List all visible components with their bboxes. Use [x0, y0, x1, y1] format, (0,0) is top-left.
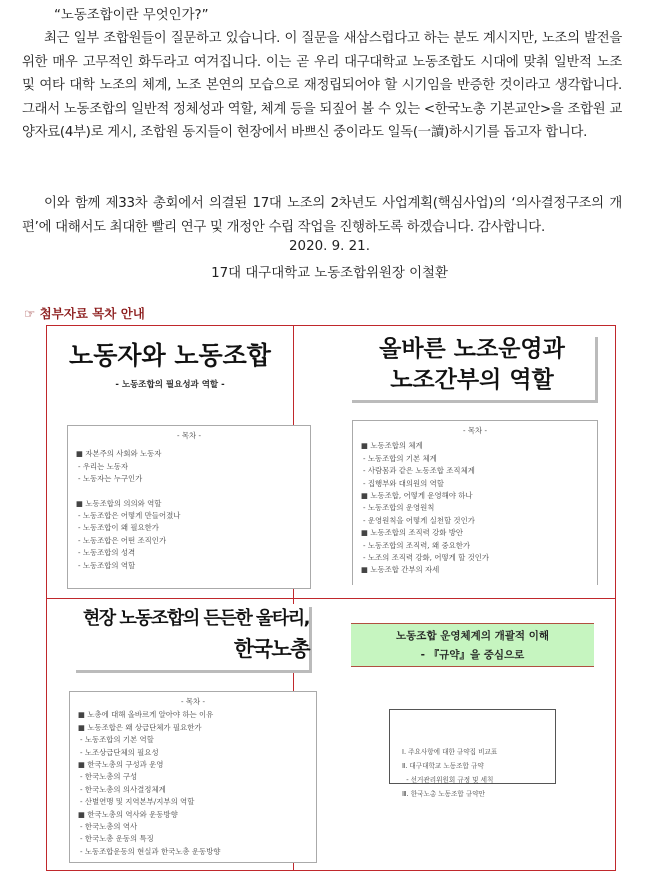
toc-item: Ⅰ. 주요사항에 대한 규약집 비교표: [402, 748, 498, 756]
panel-2-title-line2: 노조간부의 역할: [390, 367, 554, 393]
letter-date: 2020. 9. 21.: [289, 239, 370, 254]
toc-list: [76, 448, 302, 572]
toc-item: - 한국노총의 역사: [80, 822, 138, 832]
toc-item: ■ 노동조합 간부의 자세: [361, 565, 440, 575]
toc-list: [78, 709, 308, 858]
toc-item: - 한국노총의 의사결정체계: [80, 784, 166, 794]
letter-paragraph-2: 이와 함께 제33차 총회에서 의결된 17대 노조의 2차년도 사업계획(핵심사업)의 ‘의사결정구조의 개편’에 대해서도 최대한 빨리 연구 및 개정안 수립 작업을 진행하도록 하겠습니다. 감사합니다.: [22, 196, 622, 235]
toc-item: - 한국노총 운동의 특징: [80, 834, 154, 844]
toc-item: - 노동조합은 어떤 조직인가: [78, 535, 167, 545]
toc-item: - 산별연맹 및 지역본부/지부의 역할: [80, 797, 195, 807]
panel-4-title-line1: 노동조합 운영체계의 개괄적 이해: [396, 630, 549, 642]
panel-2-toc: [352, 420, 598, 585]
toc-item: Ⅲ. 한국노총 노동조합 규약안: [402, 790, 485, 798]
divider: [47, 598, 615, 599]
toc-item: ■ 한국노총의 역사와 운동방향: [78, 809, 178, 819]
panel-2-title-line1: 올바른 노조운영과: [379, 336, 565, 362]
toc-item: - 노동조합의 기본 역할: [80, 735, 154, 745]
panel-1-subtitle: - 노동조합의 필요성과 역할 -: [115, 380, 225, 390]
toc-item: ■ 한국노총의 구성과 운영: [78, 760, 164, 770]
toc-item: - 우리는 노동자: [78, 461, 129, 471]
toc-heading: - 목차 -: [181, 697, 205, 706]
toc-item: ■ 노동조합, 어떻게 운영해야 하나: [361, 491, 473, 501]
toc-item: ■ 노동조합의 조직력 강화 방안: [361, 528, 464, 538]
toc-item: - 노동조합의 기본 체계: [363, 453, 437, 463]
toc-item: - 노동조합은 어떻게 만들어졌나: [78, 511, 181, 521]
toc-item: [76, 486, 302, 498]
toc-item: ■ 노동조합은 왜 상급단체가 필요한가: [78, 722, 202, 732]
panel-4-title: [351, 623, 594, 667]
toc-item: - 노동조합의 운영원칙: [363, 503, 435, 513]
toc-item: ■ 자본주의 사회와 노동자: [76, 449, 162, 459]
toc-item: ■ 노동조합의 의의와 역할: [76, 498, 162, 508]
toc-item: - 노동조합의 성격: [78, 548, 136, 558]
toc-item: - 한국노총의 구성: [80, 772, 138, 782]
toc-heading: - 목차 -: [463, 426, 487, 435]
toc-item: - 노동조합이 왜 필요한가: [78, 523, 159, 533]
letter-signature: 17대 대구대학교 노동조합위원장 이철환: [211, 266, 448, 281]
toc-item: - 노조의 조직력 강화, 어떻게 할 것인가: [363, 553, 490, 563]
toc-item: - 노동조합의 역할: [78, 560, 136, 570]
attachments-grid: [46, 325, 616, 871]
attachments-title: 첨부자료 목차 안내: [39, 306, 145, 321]
panel-1-title: 노동자와 노동조합: [69, 341, 271, 370]
letter-paragraph-1: 최근 일부 조합원들이 질문하고 있습니다. 이 질문을 새삼스럽다고 하는 분도 계시지만, 노조의 발전을 위한 매우 고무적인 화두라고 여겨집니다. 이는 곧 우리 대구대학교 노동조합도 시대에 맞춰 일반적 노조 및 여타 대학 노조의 체계, 노조 본연의 모습으로 재정립되어야 할 시기임을 반증한 것이라고 생각합니다. 그래서 노동조합의 일반적 정체성과 역할, 체계 등을 되짚어 볼 수 있는 <한국노총 기본교안>을 조합원 교양자료(4부)로 게시, 조합원 동지들이 현장에서 바쁘신 중이라도 일독(一讀)하시기를 돕고자 합니다.: [22, 31, 622, 141]
toc-item: ■ 노총에 대해 올바르게 알아야 하는 이유: [78, 710, 214, 720]
toc-item: ■ 노동조합의 체계: [361, 441, 423, 451]
attachments-heading: [24, 304, 145, 322]
toc-item: - 집행부와 대의원의 역할: [363, 478, 444, 488]
panel-4-toc: [389, 709, 556, 798]
panel-2-title: [349, 334, 595, 400]
panel-3-title: [73, 604, 309, 670]
panel-4-title-line2: - 『규약』을 중심으로: [420, 649, 525, 661]
panel-3-title-line1: 현장 노동조합의 든든한 울타리,: [82, 608, 309, 629]
panel-3-title-line2: 한국노총: [233, 637, 309, 661]
toc-item: - 선거관리위원회 규정 및 세칙: [402, 776, 494, 784]
letter-heading: “노동조합이란 무엇인가?”: [54, 8, 209, 23]
toc-item: - 운영원칙을 어떻게 실천할 것인가: [363, 515, 475, 525]
toc-heading: - 목차 -: [177, 431, 201, 440]
panel-1-toc: [67, 425, 311, 589]
toc-item: Ⅱ. 대구대학교 노동조합 규약: [402, 762, 484, 770]
toc-list: [361, 440, 589, 576]
toc-list: [402, 745, 543, 801]
toc-item: - 노동조합의 조직력, 왜 중요한가: [363, 540, 471, 550]
panel-3-toc: [69, 691, 317, 863]
toc-item: - 노동조합운동의 현실과 한국노총 운동방향: [80, 846, 221, 856]
pointing-hand-icon: ☞: [24, 306, 36, 321]
toc-item: - 노조상급단체의 필요성: [80, 747, 159, 757]
toc-item: - 사람몸과 같은 노동조합 조직체계: [363, 466, 475, 476]
toc-item: - 노동자는 누구인가: [78, 474, 143, 484]
